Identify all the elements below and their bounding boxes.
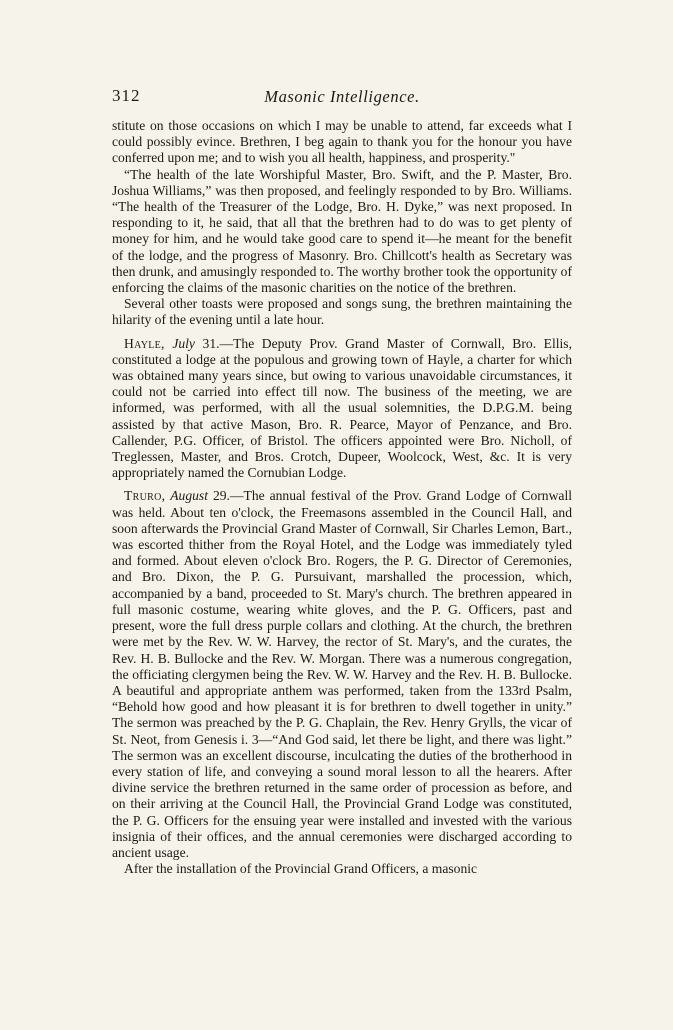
place-name: Truro,: [124, 488, 166, 504]
page-number: 312: [112, 86, 141, 105]
paragraph-speech-end: [112, 118, 572, 167]
page-header: [112, 86, 572, 108]
paragraph-text: 31.—The Deputy Prov. Grand Master of Cornwall, Bro. Ellis, constituted a lodge at the populous and growing town of Hayle, a charter for which was obtained many years since, but owing to various unavoidable circumstances, it could not be carried into effect till now. The business of the meeting, we are informed, was performed, with all the usual solemnities, the D.P.G.M. being assisted by that active Mason, Bro. R. Pearce, Mayor of Penzance, and Bro. Callender, P.G. Officer, of Bristol. The officers appointed were Bro. Nicholl, of Treglessen, Master, and Bros. Crotch, Dupeer, Woolcock, West, &c. It is very appropriately named the Cornubian Lodge.: [112, 335, 572, 481]
date-month: August: [170, 488, 208, 504]
paragraph-toasts: [112, 167, 572, 297]
paragraph-text: 29.—The annual festival of the Prov. Grand Lodge of Cornwall was held. About ten o'clock, the Freemasons assembled in the Council Hall, and soon afterwards the Provincial Grand Master of Cornwall, Sir Charles Lemon, Bart., was escorted thither from the Royal Hotel, and the Lodge was immediately tyled and formed. About eleven o'clock Bro. Rogers, the P. G. Director of Ceremonies, and Bro. Dixon, the P. G. Pursuivant, marshalled the procession, which, accompanied by a band, proceeded to St. Mary's church. The brethren appeared in full masonic costume, wearing white gloves, and the P. G. Officers, past and present, wore the full dress purple collars and clothing. At the church, the brethren were met by the Rev. W. W. Harvey, the rector of St. Mary's, and the curates, the Rev. H. B. Bullocke and the Rev. W. Morgan. There was a numerous congregation, the officiating clergymen being the Rev. W. W. Harvey and the Rev. H. B. Bullocke. A beautiful and appropriate anthem was performed, taken from the 133rd Psalm, “Behold how good and how pleasant it is for brethren to dwell together in unity.” The sermon was preached by the P. G. Chaplain, the Rev. Henry Grylls, the vicar of St. Neot, from Genesis i. 3—“And God said, let there be light, and there was light.” The sermon was an excellent discourse, inculcating the duties of the brotherhood in every station of life, and conveying a sound moral lesson to all the hearers. After divine service the brethren returned in the same order of procession as before, and on their arriving at the Council Hall, the Provincial Grand Lodge was constituted, the P. G. Officers for the ensuing year were installed and invested with the various insignia of their offices, and the annual ceremonies were discharged according to ancient usage.: [112, 488, 572, 860]
paragraph-text: stitute on those occasions on which I may be unable to attend, far exceeds what I could possibly evince. Brethren, I beg again to thank you for the honour you have conferred upon me; and to wish you all health, happiness, and prosperity.": [112, 118, 572, 166]
paragraph-installation: [112, 861, 572, 877]
paragraph-hayle: [112, 336, 572, 482]
paragraph-songs: [112, 296, 572, 328]
date-month: July: [172, 335, 195, 351]
place-name: Hayle,: [124, 335, 165, 351]
running-title: Masonic Intelligence.: [264, 87, 420, 106]
paragraph-truro: [112, 488, 572, 861]
paragraph-text: “The health of the late Worshipful Master, Bro. Swift, and the P. Master, Bro. Joshua Williams,” was then proposed, and feelingly responded to by Bro. Williams. “The health of the Treasurer of the Lodge, Bro. H. Dyke,” was next proposed. In responding to it, he said, that all that the brethren had to do was to get plenty of money for him, and he would take good care to spend it—he meant for the benefit of the lodge, and the progress of Masonry. Bro. Chillcott's health as Secretary was then drunk, and amusingly responded to. The worthy brother took the opportunity of enforcing the claims of the masonic charities on the notice of the brethren.: [112, 166, 572, 296]
paragraph-text: Several other toasts were proposed and songs sung, the brethren maintaining the hilarity of the evening until a late hour.: [112, 296, 572, 328]
article-body: [112, 118, 572, 877]
paragraph-text: After the installation of the Provincial Grand Officers, a masonic: [124, 861, 478, 877]
